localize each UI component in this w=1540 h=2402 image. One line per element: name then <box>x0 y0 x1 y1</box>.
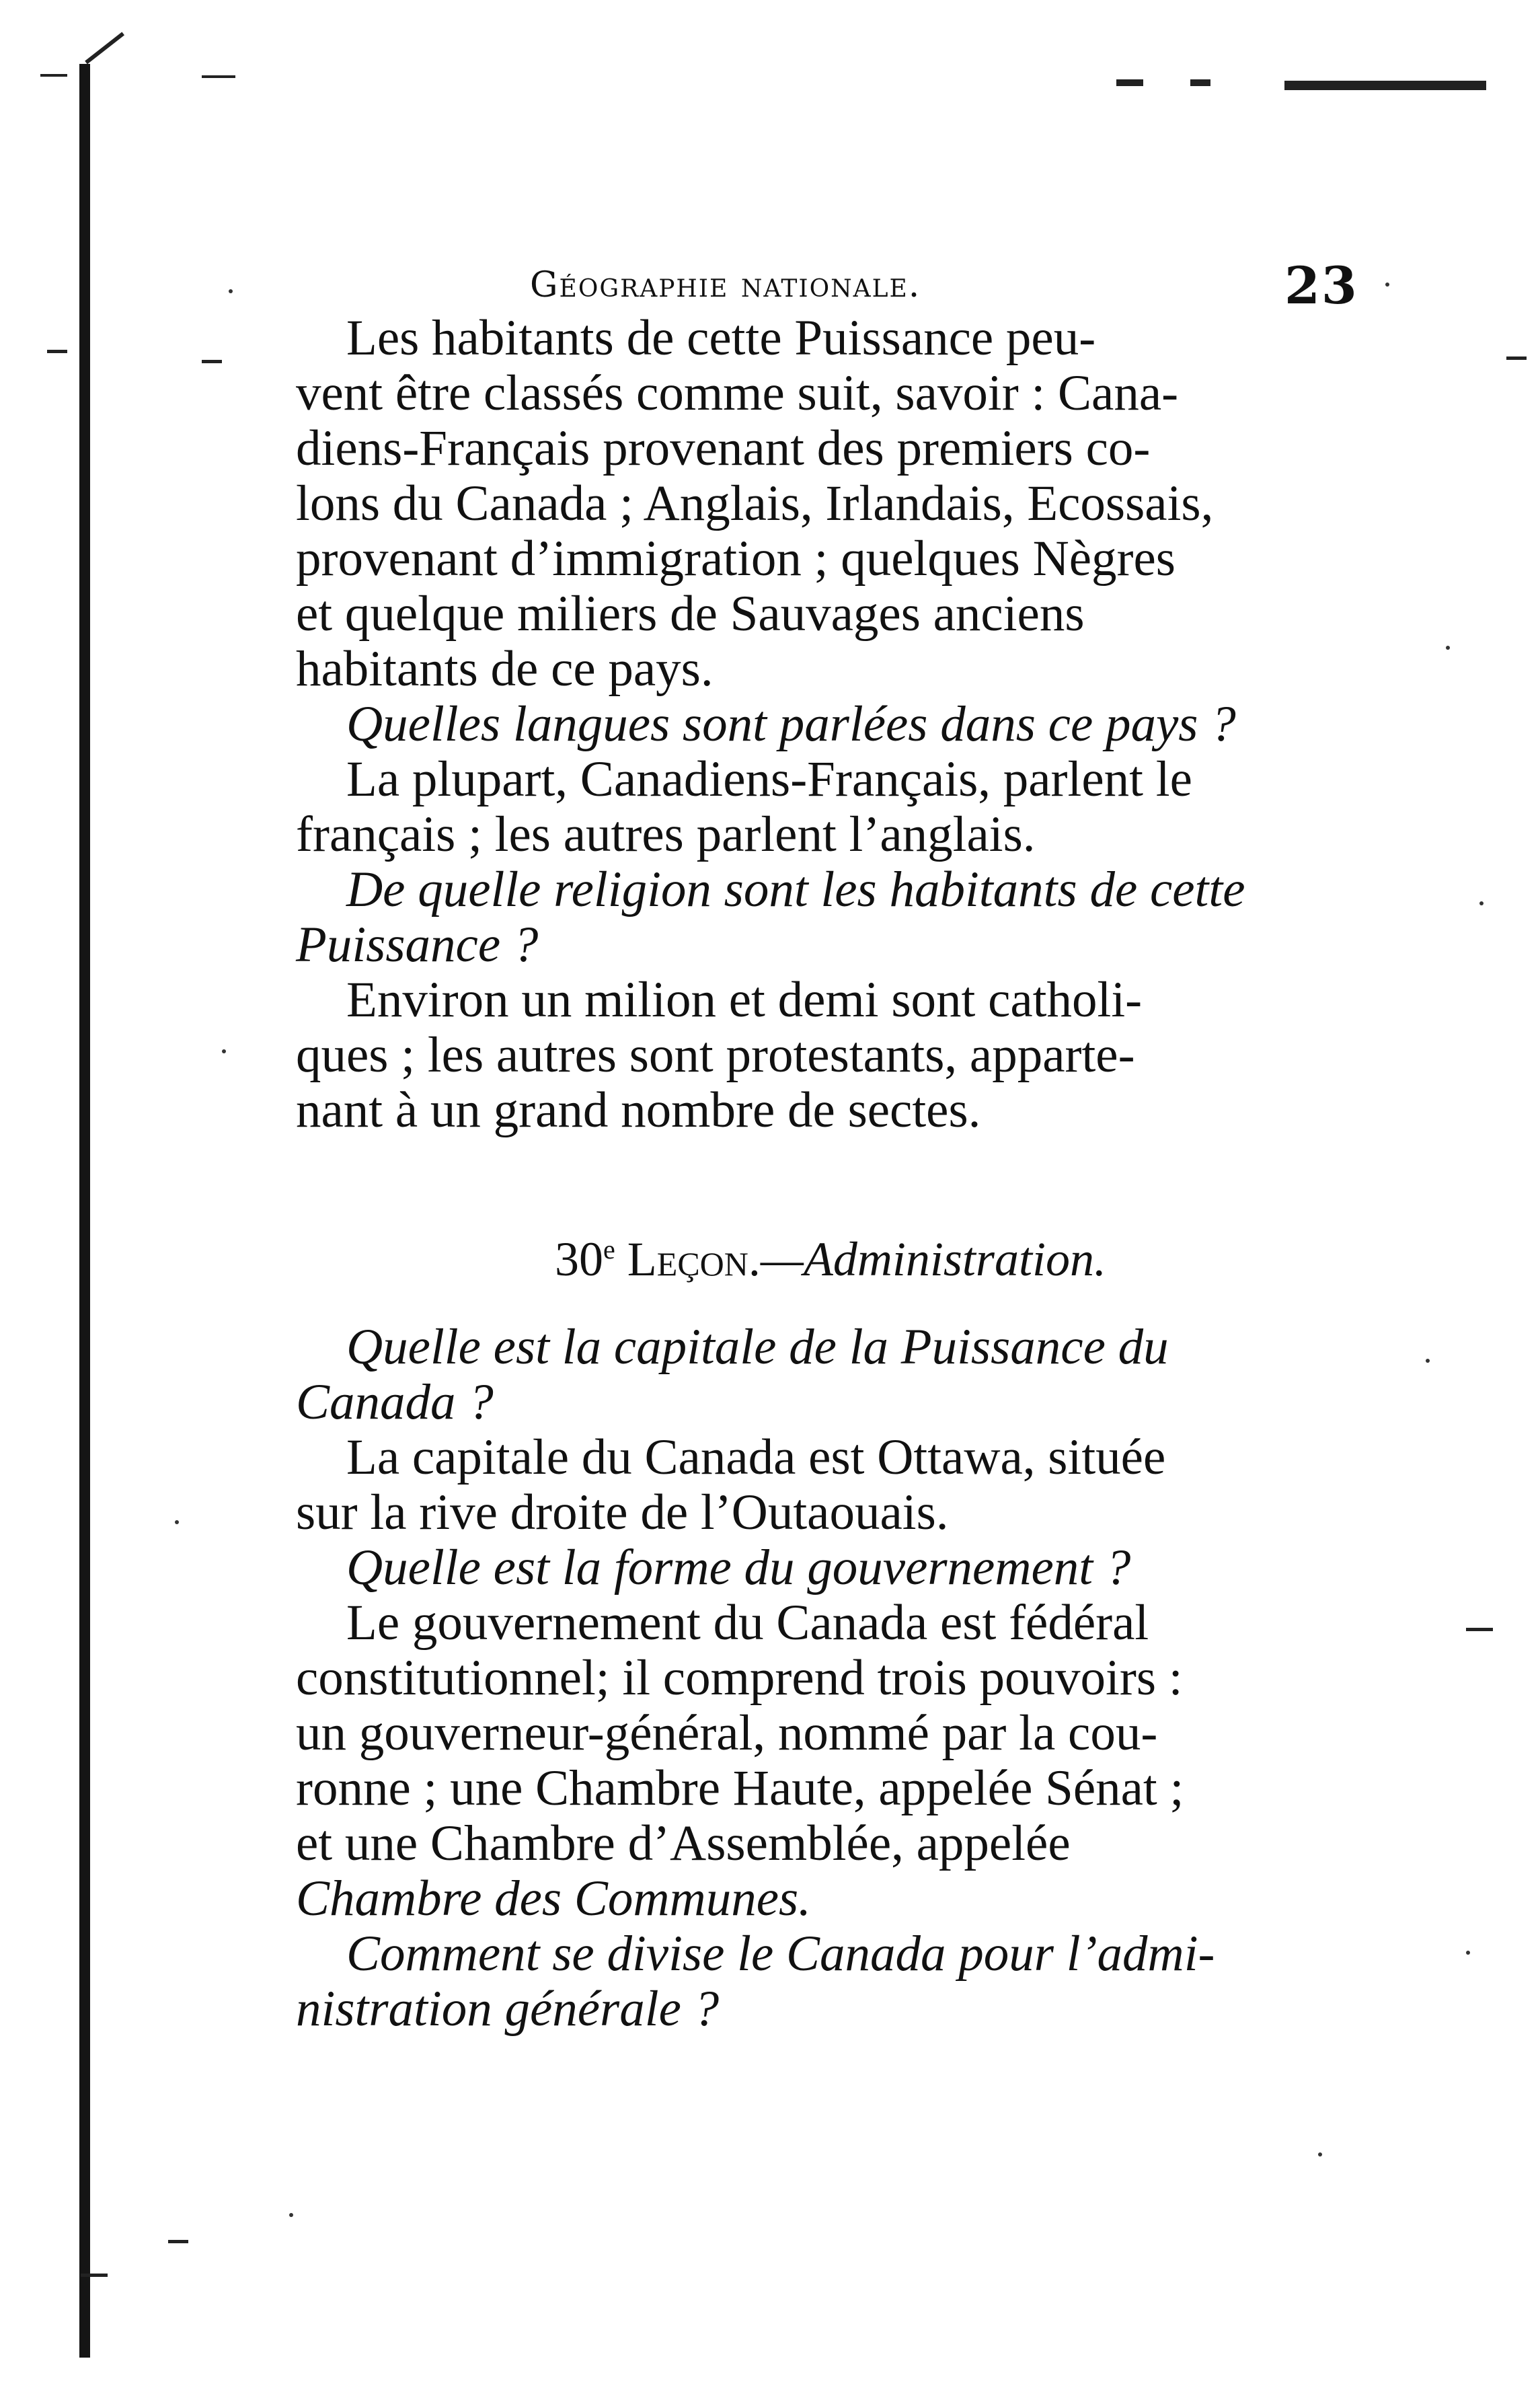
scan-speck <box>1385 283 1389 287</box>
question-line: Quelles langues sont parlées dans ce pays ? <box>296 696 1236 752</box>
lesson-subject: —Administration. <box>760 1232 1106 1286</box>
text-line: provenant d’immigration ; quelques Nègres <box>296 531 1176 587</box>
running-title: Géographie nationale. <box>530 265 921 305</box>
text-line: habitants de ce pays. <box>296 641 714 697</box>
scan-speck <box>175 1520 179 1524</box>
scan-speck <box>229 289 233 293</box>
scan-mark <box>81 2274 108 2277</box>
page-corner-mark <box>85 32 124 65</box>
question-line: Comment se divise le Canada pour l’admi- <box>296 1926 1215 1982</box>
scan-mark <box>1466 1628 1493 1631</box>
text-line: un gouverneur-général, nommé par la cou- <box>296 1705 1158 1761</box>
scan-speck <box>1479 901 1484 905</box>
text-line: et une Chambre d’Assemblée, appelée <box>296 1815 1071 1871</box>
text-line: nant à un grand nombre de sectes. <box>296 1082 981 1138</box>
question-line: Quelle est la capitale de la Puissance du <box>296 1319 1169 1375</box>
scan-speck <box>222 1049 226 1053</box>
scan-speck <box>289 2213 293 2217</box>
question-line: Chambre des Communes. <box>296 1871 811 1926</box>
scan-speck <box>1426 1359 1430 1363</box>
text-line: ronne ; une Chambre Haute, appelée Sénat ; <box>296 1760 1184 1816</box>
text-line: constitutionnel; il comprend trois pouvoirs : <box>296 1650 1183 1706</box>
lesson-heading <box>296 1221 1365 1288</box>
text-line: ques ; les autres sont protestants, apparte- <box>296 1027 1135 1083</box>
scan-mark <box>168 2240 188 2243</box>
question-line: Puissance ? <box>296 917 539 973</box>
text-line: diens-Français provenant des premiers co- <box>296 420 1151 476</box>
text-line: Environ un milion et demi sont catholi- <box>296 972 1143 1028</box>
running-head <box>498 250 1372 317</box>
text-line: français ; les autres parlent l’anglais. <box>296 806 1036 862</box>
text-line: sur la rive droite de l’Outaouais. <box>296 1485 949 1540</box>
scan-mark <box>1506 356 1527 360</box>
question-line: De quelle religion sont les habitants de cette <box>296 862 1245 917</box>
lesson-number: 30 <box>555 1232 604 1286</box>
text-line: lons du Canada ; Anglais, Irlandais, Ecossais, <box>296 476 1214 531</box>
text-line: et quelque miliers de Sauvages anciens <box>296 586 1085 642</box>
page-gutter-shadow <box>79 64 90 2358</box>
scan-mark <box>1284 81 1486 90</box>
scan-mark <box>40 74 67 77</box>
text-line: La plupart, Canadiens-Français, parlent le <box>296 751 1192 807</box>
text-line: Les habitants de cette Puissance peu- <box>296 310 1096 366</box>
text-line: Le gouvernement du Canada est fédéral <box>296 1595 1149 1651</box>
question-line: nistration générale ? <box>296 1981 720 2037</box>
page-number: 23 <box>1284 256 1358 315</box>
scan-speck <box>1466 1951 1470 1955</box>
question-line: Canada ? <box>296 1374 494 1430</box>
scan-mark <box>1190 79 1210 86</box>
lesson-word: Leçon. <box>627 1232 761 1286</box>
question-line: Quelle est la forme du gouvernement ? <box>296 1540 1131 1596</box>
scan-mark <box>1116 79 1143 86</box>
lesson-number-suffix: e <box>603 1234 615 1265</box>
scan-mark <box>202 75 235 78</box>
scan-speck <box>1446 646 1450 650</box>
text-line: vent être classés comme suit, savoir : Cana- <box>296 365 1179 421</box>
scan-mark <box>47 350 67 353</box>
scan-mark <box>202 360 222 363</box>
text-line: La capitale du Canada est Ottawa, située <box>296 1429 1166 1485</box>
scan-speck <box>1318 2152 1322 2156</box>
